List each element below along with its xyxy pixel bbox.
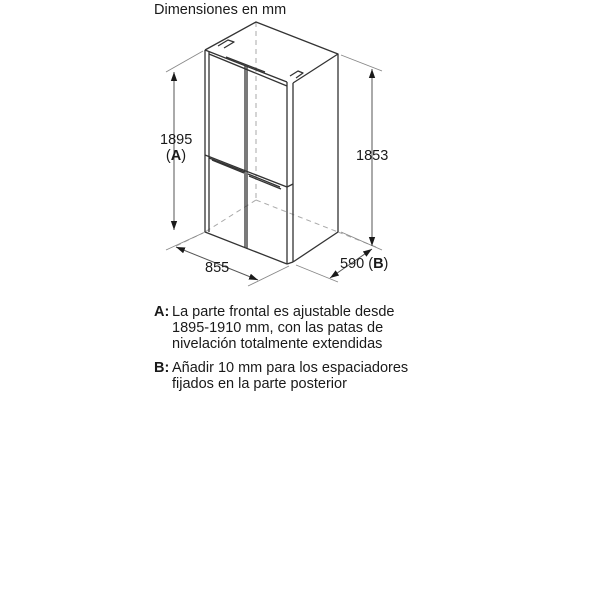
note-b: B: Añadir 10 mm para los espaciadores fijados en la parte posterior [154,360,409,392]
dimension-lines [174,69,372,280]
note-a: A: La parte frontal es ajustable desde 1895-1910 mm, con las patas de nivelación totalmente extendidas [154,304,395,352]
dim-label-height-front: 1895 (A) [160,132,193,164]
ref-b: B [373,256,384,272]
dim-label-width: 855 [205,260,230,276]
fridge-body [205,22,338,264]
extension-lines [166,51,382,286]
hidden-edges [176,22,376,247]
dim-label-depth: 590 (B) [340,256,389,272]
ref-a: A [170,148,182,164]
dim-label-height-back: 1853 [356,148,389,164]
diagram-title: Dimensiones en mm [154,2,287,18]
